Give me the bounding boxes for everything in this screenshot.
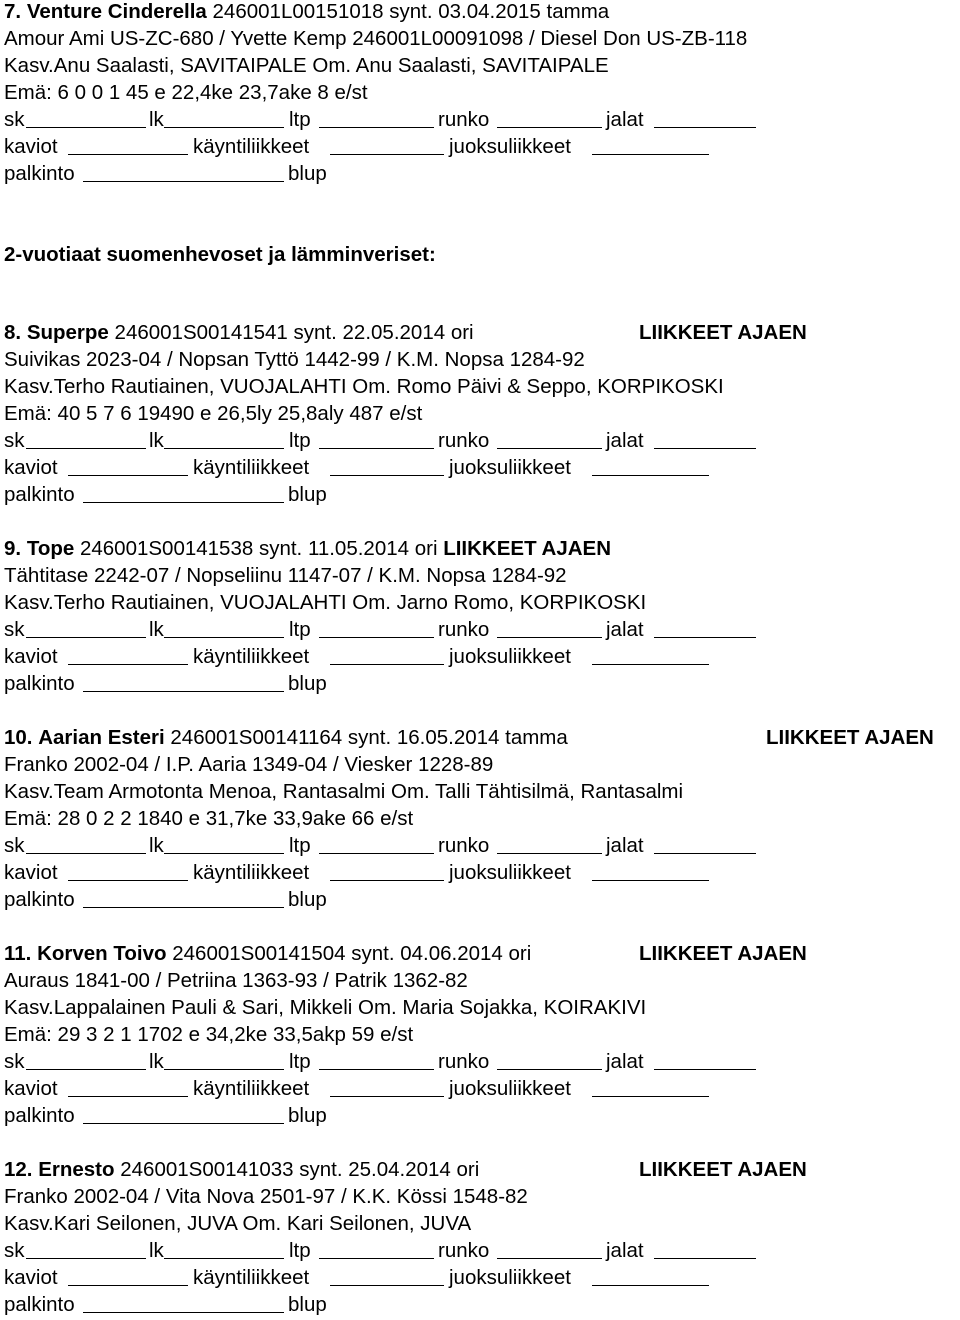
breeder-owner-line: Kasv.Terho Rautiainen, VUOJALAHTI Om. Romo Päivi & Seppo, KORPIKOSKI [4, 375, 724, 398]
juoksuliikkeet-label: juoksuliikkeet [449, 1266, 571, 1289]
fill-in-line[interactable] [83, 691, 284, 692]
status-label: LIIKKEET AJAEN [639, 1158, 807, 1181]
fill-in-line[interactable] [164, 448, 284, 449]
sk-label: sk [4, 108, 25, 131]
ltp-field [289, 616, 434, 643]
palkinto-label: palkinto [4, 1293, 75, 1316]
jalat-field [606, 1237, 756, 1264]
entry-title-line [4, 940, 956, 967]
fill-in-line[interactable] [592, 880, 709, 881]
juoksuliikkeet-label: juoksuliikkeet [449, 135, 571, 158]
evaluation-row-2 [4, 1075, 956, 1102]
evaluation-row-3 [4, 670, 956, 697]
evaluation-row-2 [4, 1264, 956, 1291]
palkinto-label: palkinto [4, 1104, 75, 1127]
pedigree-line: Suivikas 2023-04 / Nopsan Tyttö 1442-99 / K.M. Nopsa 1284-92 [4, 348, 585, 371]
kayntiliikkeet-label: käyntiliikkeet [193, 861, 310, 884]
palkinto-field [4, 670, 284, 697]
status-label: LIIKKEET AJAEN [443, 537, 612, 560]
fill-in-line[interactable] [26, 1069, 146, 1070]
horse-name: Ernesto [38, 1158, 115, 1181]
ltp-label: ltp [289, 429, 311, 452]
breeder-owner-line: Kasv.Team Armotonta Menoa, Rantasalmi Om. Talli Tähtisilmä, Rantasalmi [4, 780, 684, 803]
jalat-label: jalat [606, 618, 644, 641]
kayntiliikkeet-label: käyntiliikkeet [193, 1266, 310, 1289]
fill-in-line[interactable] [83, 502, 284, 503]
jalat-label: jalat [606, 834, 644, 857]
status-label: LIIKKEET AJAEN [766, 726, 934, 749]
juoksuliikkeet-field [449, 133, 709, 160]
blup-label: blup [288, 1104, 327, 1127]
kaviot-field [4, 454, 188, 481]
juoksuliikkeet-label: juoksuliikkeet [449, 1077, 571, 1100]
palkinto-field [4, 1102, 284, 1129]
lk-field [149, 427, 284, 454]
juoksuliikkeet-field [449, 1264, 709, 1291]
kayntiliikkeet-label: käyntiliikkeet [193, 645, 310, 668]
kayntiliikkeet-field [193, 1264, 444, 1291]
fill-in-line[interactable] [497, 1258, 602, 1259]
ltp-label: ltp [289, 108, 311, 131]
fill-in-line[interactable] [68, 1285, 188, 1286]
runko-field [438, 832, 602, 859]
fill-in-line[interactable] [26, 448, 146, 449]
ltp-field [289, 427, 434, 454]
fill-in-line[interactable] [654, 853, 756, 854]
blup-field [288, 886, 334, 913]
dam-record-line: Emä: 28 0 2 2 1840 e 31,7ke 33,9ake 66 e/st [4, 807, 414, 830]
lk-label: lk [149, 618, 164, 641]
fill-in-line[interactable] [654, 637, 756, 638]
palkinto-label: palkinto [4, 483, 75, 506]
fill-in-line[interactable] [26, 637, 146, 638]
sk-field [4, 427, 146, 454]
fill-in-line[interactable] [319, 127, 434, 128]
juoksuliikkeet-field [449, 643, 709, 670]
sk-label: sk [4, 618, 25, 641]
horse-name: Korven Toivo [37, 942, 167, 965]
kayntiliikkeet-field [193, 454, 444, 481]
juoksuliikkeet-label: juoksuliikkeet [449, 861, 571, 884]
lk-label: lk [149, 1239, 164, 1262]
fill-in-line[interactable] [26, 127, 146, 128]
evaluation-row-3 [4, 481, 956, 508]
kayntiliikkeet-label: käyntiliikkeet [193, 135, 310, 158]
fill-in-line[interactable] [497, 1069, 602, 1070]
lk-field [149, 616, 284, 643]
evaluation-row-2 [4, 859, 956, 886]
evaluation-row-1 [4, 832, 956, 859]
fill-in-line[interactable] [68, 154, 188, 155]
kaviot-label: kaviot [4, 861, 58, 884]
fill-in-line[interactable] [164, 1258, 284, 1259]
kaviot-label: kaviot [4, 1077, 58, 1100]
blup-field [288, 670, 334, 697]
kaviot-field [4, 643, 188, 670]
fill-in-line[interactable] [592, 475, 709, 476]
kayntiliikkeet-field [193, 643, 444, 670]
ltp-label: ltp [289, 1239, 311, 1262]
kayntiliikkeet-label: käyntiliikkeet [193, 1077, 310, 1100]
evaluation-row-1 [4, 1237, 956, 1264]
kayntiliikkeet-label: käyntiliikkeet [193, 456, 310, 479]
evaluation-row-1 [4, 1048, 956, 1075]
fill-in-line[interactable] [592, 1285, 709, 1286]
registration-info: 246001S00141164 synt. 16.05.2014 tamma [170, 726, 568, 749]
fill-in-line[interactable] [330, 154, 444, 155]
juoksuliikkeet-label: juoksuliikkeet [449, 456, 571, 479]
fill-in-line[interactable] [497, 853, 602, 854]
pedigree-line: Tähtitase 2242-07 / Nopseliinu 1147-07 / K.M. Nopsa 1284-92 [4, 564, 567, 587]
dam-record-line: Emä: 29 3 2 1 1702 e 34,2ke 33,5akp 59 e/st [4, 1023, 414, 1046]
registration-info: 246001S00141538 synt. 11.05.2014 ori [79, 537, 438, 560]
juoksuliikkeet-field [449, 454, 709, 481]
runko-field [438, 1237, 602, 1264]
runko-label: runko [438, 429, 490, 452]
lk-label: lk [149, 1050, 164, 1073]
section-heading: 2-vuotiaat suomenhevoset ja lämminveriset: [4, 243, 436, 266]
blup-field [288, 1291, 334, 1318]
fill-in-line[interactable] [330, 1285, 444, 1286]
fill-in-line[interactable] [319, 1258, 434, 1259]
horse-entry-9 [4, 535, 956, 697]
palkinto-label: palkinto [4, 672, 75, 695]
dam-record-line: Emä: 40 5 7 6 19490 e 26,5ly 25,8aly 487 e/st [4, 402, 423, 425]
kaviot-label: kaviot [4, 1266, 58, 1289]
fill-in-line[interactable] [497, 637, 602, 638]
fill-in-line[interactable] [654, 448, 756, 449]
fill-in-line[interactable] [592, 664, 709, 665]
blup-field [288, 1102, 334, 1129]
entry-number: 12. [4, 1158, 33, 1181]
entry-number: 11. [4, 942, 32, 965]
kaviot-label: kaviot [4, 645, 58, 668]
fill-in-line[interactable] [592, 1096, 709, 1097]
breeder-owner-line: Kasv.Kari Seilonen, JUVA Om. Kari Seilonen, JUVA [4, 1212, 472, 1235]
jalat-field [606, 427, 756, 454]
lk-label: lk [149, 834, 164, 857]
runko-field [438, 106, 602, 133]
fill-in-line[interactable] [83, 907, 284, 908]
entry-number: 9. [4, 537, 22, 560]
runko-label: runko [438, 1239, 490, 1262]
ltp-field [289, 1237, 434, 1264]
horse-entry-7 [4, 0, 956, 187]
jalat-field [606, 616, 756, 643]
entry-title-line [4, 535, 956, 562]
lk-label: lk [149, 429, 164, 452]
fill-in-line[interactable] [68, 664, 188, 665]
fill-in-line[interactable] [26, 1258, 146, 1259]
evaluation-row-1 [4, 427, 956, 454]
horse-name: Venture Cinderella [26, 0, 207, 23]
breeder-owner-line: Kasv.Lappalainen Pauli & Sari, Mikkeli Om. Maria Sojakka, KOIRAKIVI [4, 996, 647, 1019]
jalat-field [606, 1048, 756, 1075]
kayntiliikkeet-field [193, 859, 444, 886]
fill-in-line[interactable] [330, 880, 444, 881]
runko-label: runko [438, 1050, 490, 1073]
entry-number: 7. [4, 0, 22, 23]
evaluation-row-3 [4, 886, 956, 913]
sk-label: sk [4, 429, 25, 452]
fill-in-line[interactable] [497, 448, 602, 449]
fill-in-line[interactable] [164, 637, 284, 638]
sk-label: sk [4, 1239, 25, 1262]
palkinto-field [4, 481, 284, 508]
kaviot-field [4, 1264, 188, 1291]
fill-in-line[interactable] [319, 853, 434, 854]
kaviot-label: kaviot [4, 135, 58, 158]
fill-in-line[interactable] [330, 1096, 444, 1097]
lk-field [149, 832, 284, 859]
entry-title-line [4, 0, 956, 25]
entry-title-line [4, 724, 956, 751]
blup-label: blup [288, 162, 327, 185]
pedigree-line: Franko 2002-04 / I.P. Aaria 1349-04 / Viesker 1228-89 [4, 753, 494, 776]
blup-label: blup [288, 888, 327, 911]
runko-field [438, 427, 602, 454]
fill-in-line[interactable] [592, 154, 709, 155]
evaluation-row-3 [4, 160, 956, 187]
pedigree-line: Amour Ami US-ZC-680 / Yvette Kemp 246001L00091098 / Diesel Don US-ZB-118 [4, 27, 748, 50]
ltp-field [289, 832, 434, 859]
kaviot-label: kaviot [4, 456, 58, 479]
jalat-field [606, 832, 756, 859]
palkinto-label: palkinto [4, 162, 75, 185]
breeder-owner-line: Kasv.Anu Saalasti, SAVITAIPALE Om. Anu Saalasti, SAVITAIPALE [4, 54, 609, 77]
entry-title-line [4, 1156, 956, 1183]
registration-info: 246001L00151018 synt. 03.04.2015 tamma [212, 0, 610, 23]
palkinto-field [4, 160, 284, 187]
horse-entry-8 [4, 319, 956, 508]
sk-field [4, 106, 146, 133]
evaluation-row-2 [4, 643, 956, 670]
fill-in-line[interactable] [654, 1069, 756, 1070]
evaluation-row-2 [4, 454, 956, 481]
sk-field [4, 616, 146, 643]
status-label: LIIKKEET AJAEN [639, 321, 807, 344]
sk-label: sk [4, 834, 25, 857]
evaluation-row-3 [4, 1102, 956, 1129]
horse-name: Aarian Esteri [38, 726, 165, 749]
kayntiliikkeet-field [193, 1075, 444, 1102]
fill-in-line[interactable] [330, 475, 444, 476]
blup-label: blup [288, 483, 327, 506]
sk-field [4, 1237, 146, 1264]
pedigree-line: Auraus 1841-00 / Petriina 1363-93 / Patrik 1362-82 [4, 969, 468, 992]
blup-label: blup [288, 1293, 327, 1316]
runko-field [438, 1048, 602, 1075]
runko-field [438, 616, 602, 643]
fill-in-line[interactable] [83, 1312, 284, 1313]
evaluation-row-3 [4, 1291, 956, 1318]
horse-entry-12 [4, 1156, 956, 1318]
fill-in-line[interactable] [164, 127, 284, 128]
fill-in-line[interactable] [654, 1258, 756, 1259]
evaluation-row-2 [4, 133, 956, 160]
registration-info: 246001S00141033 synt. 25.04.2014 ori [120, 1158, 480, 1181]
runko-label: runko [438, 618, 490, 641]
fill-in-line[interactable] [319, 637, 434, 638]
fill-in-line[interactable] [164, 853, 284, 854]
ltp-field [289, 1048, 434, 1075]
blup-label: blup [288, 672, 327, 695]
juoksuliikkeet-field [449, 1075, 709, 1102]
blup-field [288, 481, 334, 508]
lk-field [149, 1237, 284, 1264]
ltp-field [289, 106, 434, 133]
lk-field [149, 106, 284, 133]
runko-label: runko [438, 108, 490, 131]
jalat-label: jalat [606, 429, 644, 452]
fill-in-line[interactable] [83, 181, 284, 182]
juoksuliikkeet-field [449, 859, 709, 886]
fill-in-line[interactable] [164, 1069, 284, 1070]
jalat-label: jalat [606, 1050, 644, 1073]
sk-field [4, 1048, 146, 1075]
horse-name: Superpe [26, 321, 109, 344]
horse-entry-10 [4, 724, 956, 913]
palkinto-field [4, 1291, 284, 1318]
fill-in-line[interactable] [330, 664, 444, 665]
fill-in-line[interactable] [497, 127, 602, 128]
fill-in-line[interactable] [654, 127, 756, 128]
fill-in-line[interactable] [68, 1096, 188, 1097]
breeder-owner-line: Kasv.Terho Rautiainen, VUOJALAHTI Om. Jarno Romo, KORPIKOSKI [4, 591, 647, 614]
jalat-field [606, 106, 756, 133]
kaviot-field [4, 859, 188, 886]
juoksuliikkeet-label: juoksuliikkeet [449, 645, 571, 668]
sk-label: sk [4, 1050, 25, 1073]
blup-field [288, 160, 334, 187]
horse-name: Tope [26, 537, 75, 560]
status-label: LIIKKEET AJAEN [639, 942, 807, 965]
ltp-label: ltp [289, 1050, 311, 1073]
kaviot-field [4, 1075, 188, 1102]
dam-record-line: Emä: 6 0 0 1 45 e 22,4ke 23,7ake 8 e/st [4, 81, 368, 104]
palkinto-field [4, 886, 284, 913]
ltp-label: ltp [289, 618, 311, 641]
registration-info: 246001S00141541 synt. 22.05.2014 ori [114, 321, 474, 344]
sk-field [4, 832, 146, 859]
fill-in-line[interactable] [68, 880, 188, 881]
evaluation-row-1 [4, 616, 956, 643]
kaviot-field [4, 133, 188, 160]
entry-title-line [4, 319, 956, 346]
jalat-label: jalat [606, 1239, 644, 1262]
fill-in-line[interactable] [319, 448, 434, 449]
lk-field [149, 1048, 284, 1075]
jalat-label: jalat [606, 108, 644, 131]
ltp-label: ltp [289, 834, 311, 857]
fill-in-line[interactable] [83, 1123, 284, 1124]
runko-label: runko [438, 834, 490, 857]
entry-number: 10. [4, 726, 33, 749]
fill-in-line[interactable] [68, 475, 188, 476]
kayntiliikkeet-field [193, 133, 444, 160]
fill-in-line[interactable] [319, 1069, 434, 1070]
horse-entry-11 [4, 940, 956, 1129]
fill-in-line[interactable] [26, 853, 146, 854]
palkinto-label: palkinto [4, 888, 75, 911]
lk-label: lk [149, 108, 164, 131]
pedigree-line: Franko 2002-04 / Vita Nova 2501-97 / K.K. Kössi 1548-82 [4, 1185, 528, 1208]
evaluation-row-1 [4, 106, 956, 133]
entry-number: 8. [4, 321, 22, 344]
registration-info: 246001S00141504 synt. 04.06.2014 ori [172, 942, 532, 965]
